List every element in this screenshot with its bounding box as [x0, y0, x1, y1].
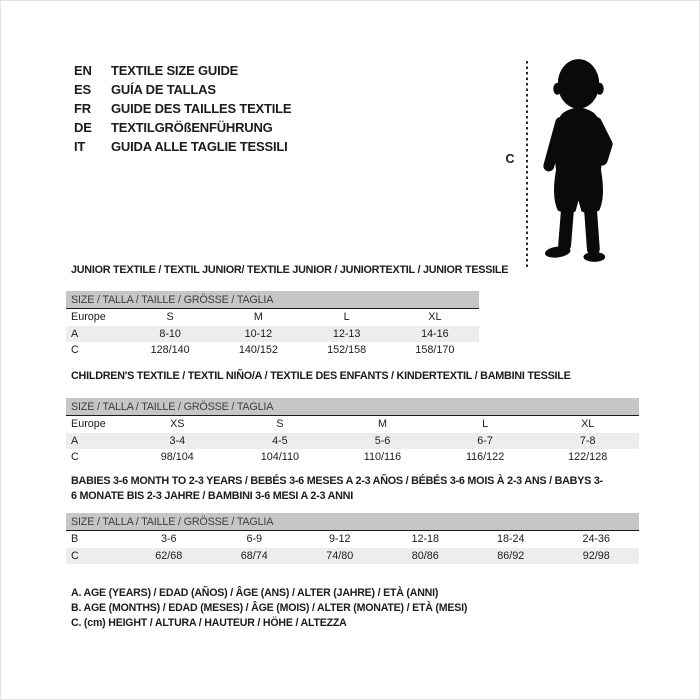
table-cell: 98/104 — [160, 451, 194, 463]
language-code: FR — [74, 101, 91, 116]
table-cell: 122/128 — [568, 451, 608, 463]
row-label: Europe — [71, 311, 106, 323]
language-label: TEXTILGRÖßENFÜHRUNG — [111, 120, 273, 135]
table-cell: 3-6 — [160, 533, 177, 545]
language-label: GUIDE DES TAILLES TEXTILE — [111, 101, 292, 116]
language-row-de — [74, 118, 291, 137]
table-row-height — [66, 548, 639, 565]
table-cell: 110/116 — [363, 451, 402, 463]
table-cell: M — [253, 311, 263, 323]
table-cell: 9-12 — [328, 533, 351, 545]
row-label: C — [71, 451, 79, 463]
table-cell: L — [343, 311, 350, 323]
table-cell: S — [166, 311, 174, 323]
footnote-b: B. AGE (MONTHS) / EDAD (MESES) / ÂGE (MOIS) / ALTER (MONATE) / ETÀ (MESI) — [71, 602, 468, 615]
footnote-c: C. (cm) HEIGHT / ALTURA / HAUTEUR / HÖHE / ALTEZZA — [71, 617, 347, 630]
table-cell: 4-5 — [272, 434, 288, 447]
language-code: DE — [74, 120, 92, 135]
table-cell: 86/92 — [497, 549, 525, 562]
table-row-age — [66, 326, 479, 343]
children-size-table — [66, 398, 639, 466]
table-cell: 18-24 — [496, 533, 525, 545]
table-cell: 116/122 — [465, 451, 505, 463]
footnote-legend — [71, 586, 467, 632]
junior-size-table — [66, 291, 479, 359]
babies-section-title: BABIES 3-6 MONTH TO 2-3 YEARS / BEBÉS 3-6 MESES A 2-3 AÑOS / BÉBÉS 3-6 MOIS À 2-3 ANS / BABYS 3-6 MONATE BIS 2-3 JAHRE / BAMBINI 3-6 MESI A 2-3 ANNI — [71, 475, 603, 502]
row-label: C — [71, 344, 79, 356]
height-measure-label: C — [505, 152, 515, 166]
language-row-it — [74, 137, 291, 156]
table-row-height — [66, 342, 479, 359]
table-cell: XS — [170, 418, 185, 430]
table-cell: M — [377, 418, 387, 430]
table-cell: XL — [581, 418, 595, 430]
baby-silhouette — [534, 57, 623, 265]
table-cell: 6-9 — [246, 533, 263, 545]
table-row-age-months — [66, 531, 639, 548]
language-code: IT — [74, 139, 86, 154]
children-section-title: CHILDREN'S TEXTILE / TEXTIL NIÑO/A / TEXTILE DES ENFANTS / KINDERTEXTIL / BAMBINI TESSILE — [71, 370, 571, 382]
table-cell: 7-8 — [579, 434, 596, 447]
language-list — [74, 61, 291, 156]
table-cell: 62/68 — [155, 549, 183, 562]
table-cell: 80/86 — [411, 549, 439, 562]
table-cell: 158/170 — [415, 344, 455, 356]
language-row-en — [74, 61, 291, 80]
size-table-header: SIZE / TALLA / TAILLE / GRÖSSE / TAGLIA — [66, 291, 479, 309]
row-label: C — [71, 549, 79, 562]
table-cell: 12-18 — [411, 533, 440, 545]
table-cell: 140/152 — [238, 344, 278, 356]
table-cell: 68/74 — [240, 549, 268, 562]
language-row-es — [74, 80, 291, 99]
table-cell: 10-12 — [244, 327, 273, 340]
table-row-europe — [66, 416, 639, 433]
table-cell: 24-36 — [582, 533, 611, 545]
table-row-age — [66, 433, 639, 450]
language-code: ES — [74, 82, 91, 97]
table-cell: 6-7 — [477, 434, 493, 447]
table-row-height — [66, 449, 639, 466]
babies-size-table — [66, 513, 639, 564]
junior-section-title: JUNIOR TEXTILE / TEXTIL JUNIOR/ TEXTILE JUNIOR / JUNIORTEXTIL / JUNIOR TESSILE — [71, 264, 509, 276]
size-table-header: SIZE / TALLA / TAILLE / GRÖSSE / TAGLIA — [66, 513, 639, 531]
language-label: TEXTILE SIZE GUIDE — [111, 63, 239, 78]
table-cell: 12-13 — [332, 327, 361, 340]
table-cell: L — [482, 418, 489, 430]
row-label: A — [71, 327, 79, 340]
language-label: GUIDA ALLE TAGLIE TESSILI — [111, 139, 288, 154]
table-cell: 74/80 — [326, 549, 354, 562]
language-label: GUÍA DE TALLAS — [111, 82, 216, 97]
table-cell: 92/98 — [582, 549, 610, 562]
table-cell: 14-16 — [421, 327, 449, 340]
table-cell: S — [276, 418, 284, 430]
table-cell: 128/140 — [150, 344, 190, 356]
footnote-a: A. AGE (YEARS) / EDAD (AÑOS) / ÂGE (ANS) / ALTER (JAHRE) / ETÀ (ANNI) — [71, 587, 439, 599]
language-row-fr — [74, 99, 291, 118]
row-label: B — [71, 533, 79, 545]
height-measure-dashed-line — [526, 61, 528, 269]
table-cell: 152/158 — [327, 344, 367, 356]
table-cell: 3-4 — [169, 434, 186, 447]
table-row-europe — [66, 309, 479, 326]
table-cell: 5-6 — [374, 434, 391, 447]
row-label: Europe — [71, 418, 106, 430]
table-cell: 8-10 — [159, 327, 181, 340]
language-code: EN — [74, 63, 92, 78]
table-cell: XL — [428, 311, 442, 323]
row-label: A — [71, 434, 79, 447]
size-table-header: SIZE / TALLA / TAILLE / GRÖSSE / TAGLIA — [66, 398, 639, 416]
table-cell: 104/110 — [260, 451, 299, 463]
